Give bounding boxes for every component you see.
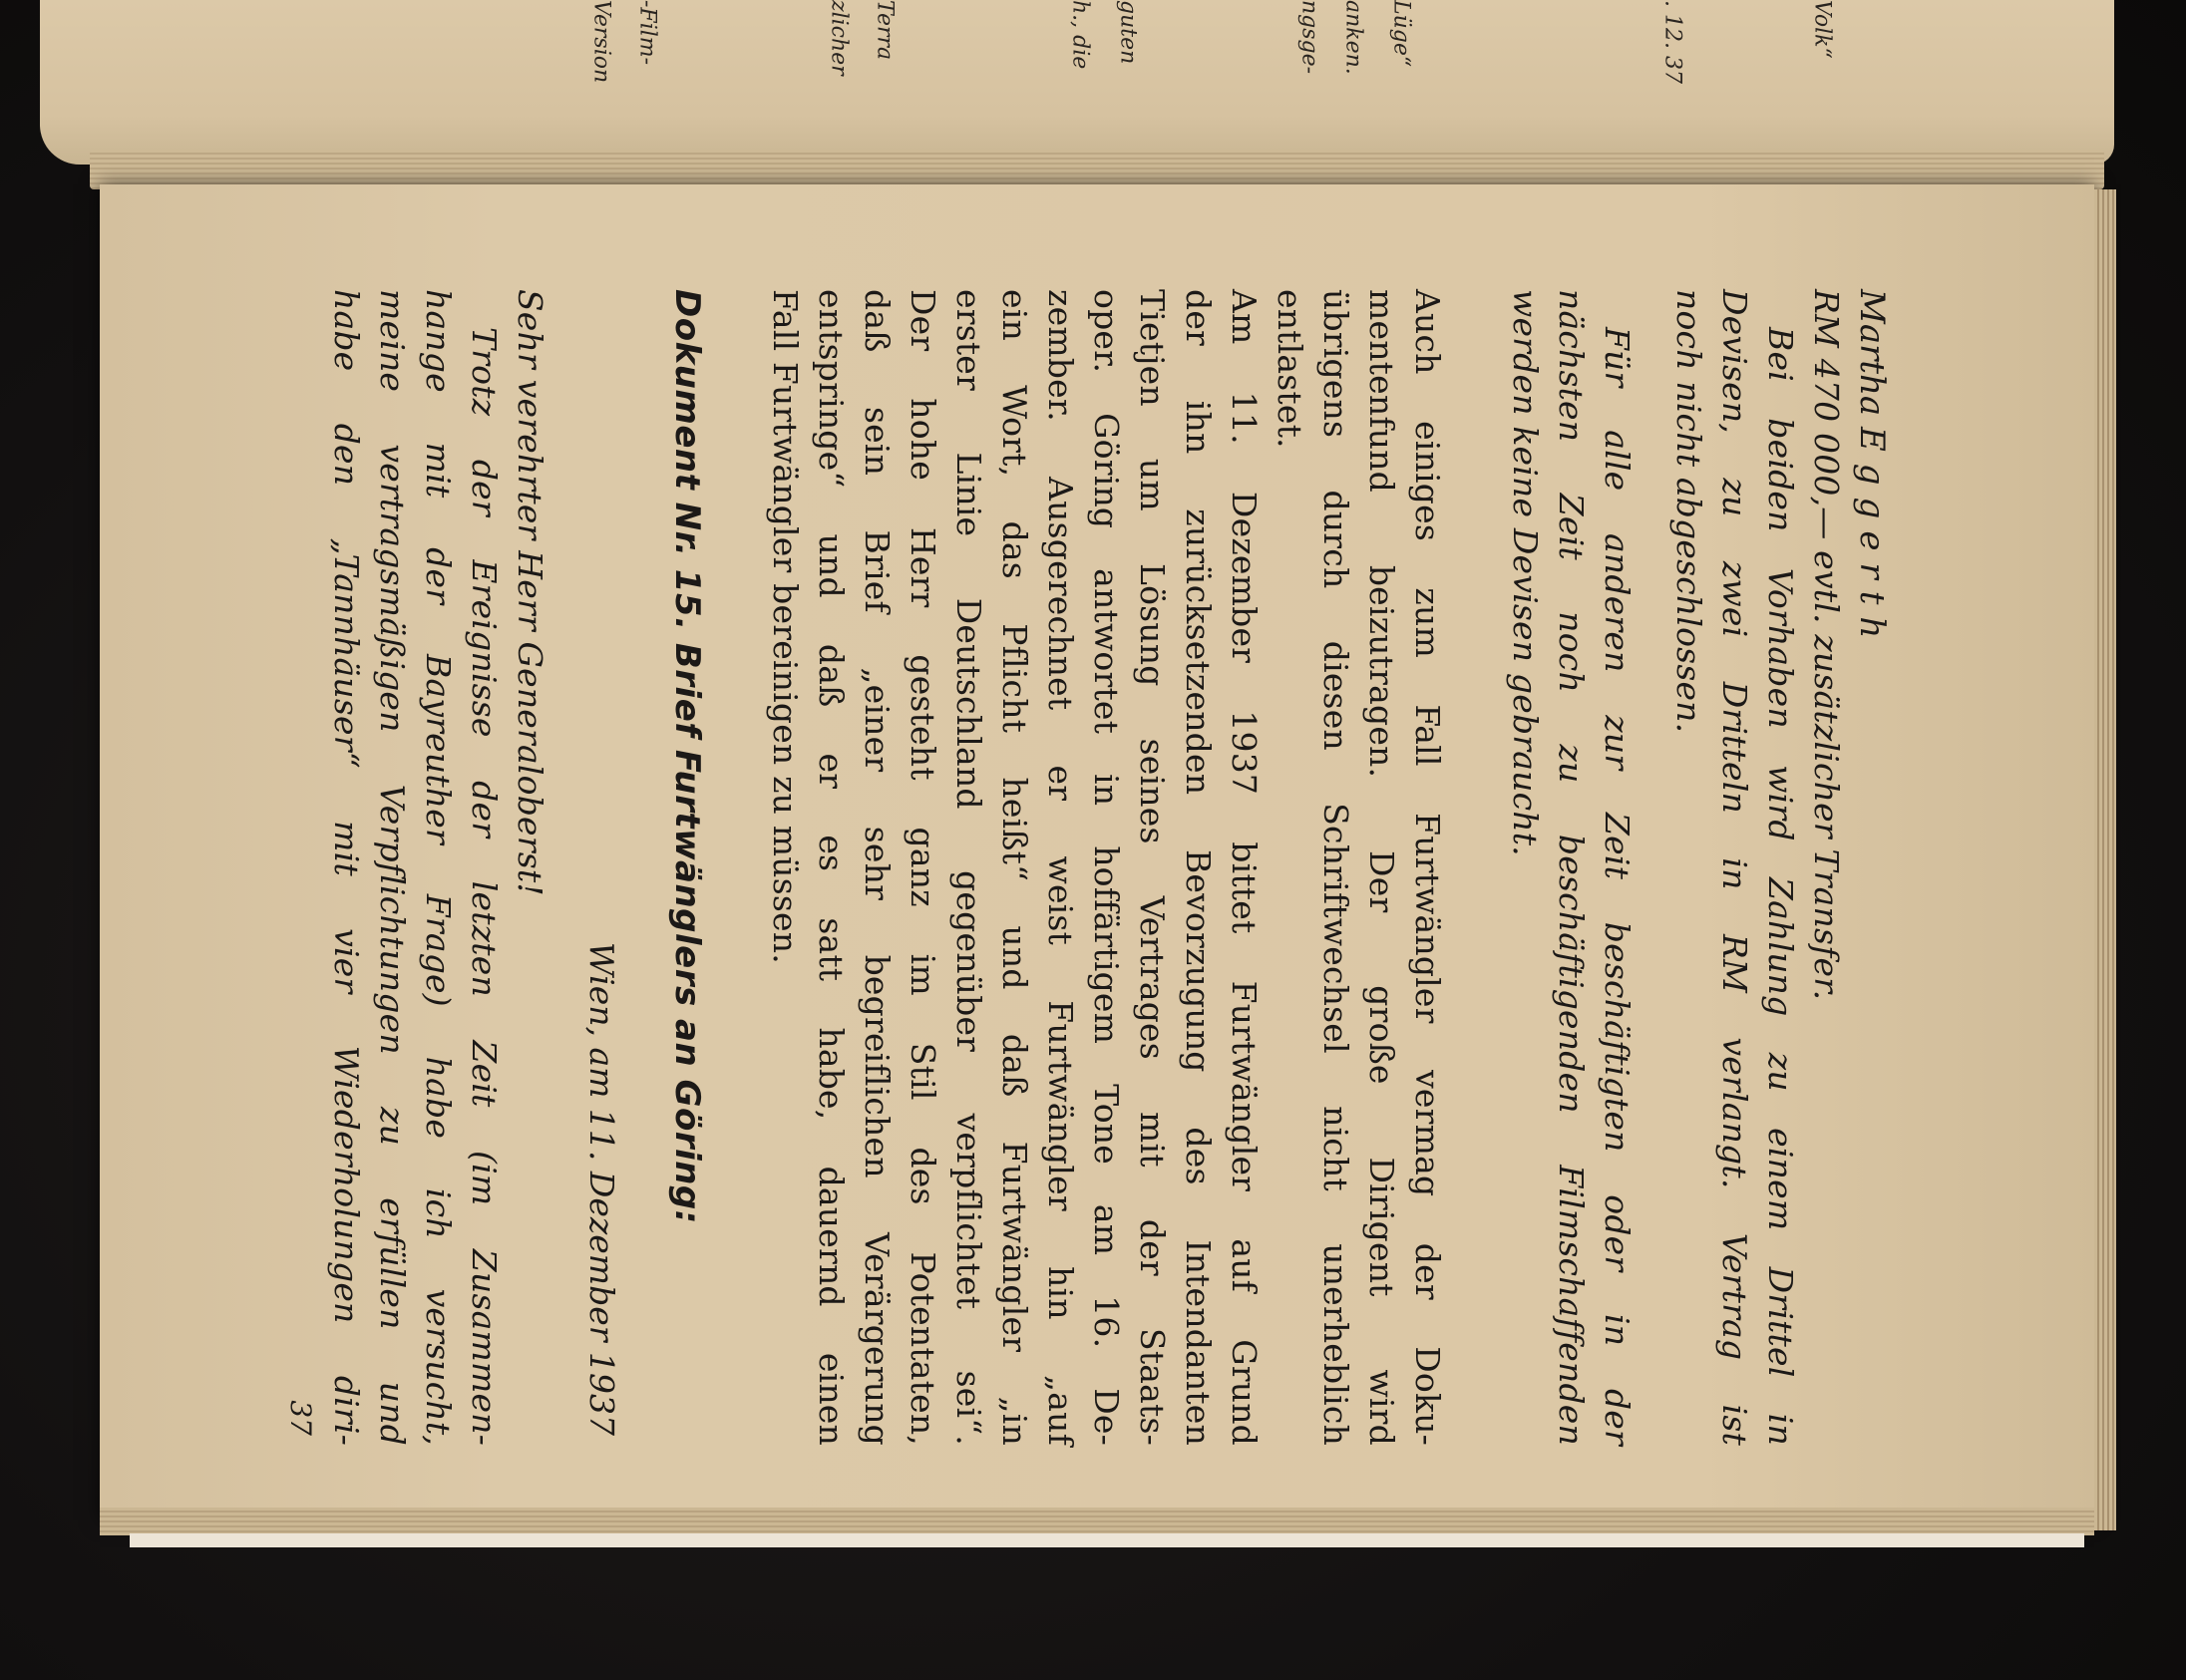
text-line: nächsten Zeit noch zu beschäftigenden Filmschaffenden (1552, 289, 1591, 1446)
text-line: Auch einiges zum Fall Furtwängler vermag der Doku- (1408, 289, 1447, 1446)
letter-salutation: Sehr verehrter Herr Generaloberst! (511, 289, 549, 896)
upper-page-edge (90, 150, 2104, 189)
text-line: ein Wort, das Pflicht heißt“ und daß Furtwängler „in (995, 289, 1034, 1446)
text-line: Fall Furtwängler bereinigen zu müssen. (766, 289, 805, 964)
text-line: mentenfund beizutragen. Der große Dirigent wird (1362, 289, 1401, 1446)
text-line: Trotz der Ereignisse der letzten Zeit (im Zusammen- (465, 327, 504, 1446)
page-number: 37 (284, 1400, 317, 1436)
text-line: Am 11. Dezember 1937 bittet Furtwängler auf Grund (1225, 289, 1264, 1446)
text-line: habe den „Tannhäuser“ mit vier Wiederholungen diri- (327, 289, 366, 1446)
margin-fragment: -Film- (634, 0, 660, 66)
text-line: oper. Göring antwortet in hoffärtigem Tone am 16. De- (1087, 289, 1126, 1446)
text-line: zember. Ausgerechnet er weist Furtwängler hin „auf (1041, 289, 1080, 1446)
signature: Martha Eggerth (1852, 289, 1892, 651)
text-line: noch nicht abgeschlossen. (1669, 289, 1708, 734)
letter-dateline: Wien, am 11. Dezember 1937 (582, 941, 621, 1436)
text-line: hange mit der Bayreuther Frage) habe ich versucht, (419, 289, 458, 1446)
page-white-edge (130, 1533, 2084, 1547)
text-line: erster Linie Deutschland gegenüber verpflichtet sei“. (949, 289, 988, 1446)
upper-page (40, 0, 2114, 165)
text-line: Bei beiden Vorhaben wird Zahlung zu einem Drittel in (1761, 327, 1800, 1446)
margin-fragment: zlicher (826, 0, 852, 76)
margin-fragment: ngsge- (1296, 0, 1322, 75)
text-line: daß sein Brief „einer sehr begreiflichen Verärgerung (858, 289, 897, 1446)
margin-fragment: Volk“ (1809, 0, 1835, 59)
margin-fragment: . 12. 37 (1659, 0, 1685, 84)
text-line: der ihn zurücksetzenden Bevorzugung des Intendanten (1179, 289, 1218, 1446)
text-line: meine vertragsmäßigen Verpflichtungen zu erfüllen und (373, 289, 412, 1446)
paragraph-letter (323, 289, 507, 1446)
text-line: Devisen, zu zwei Dritteln in RM verlangt. Vertrag ist (1715, 289, 1754, 1446)
margin-fragment: h., die (1067, 0, 1093, 70)
text-line: entspringe“ und daß er es satt habe, dauernd einen (812, 289, 851, 1446)
text-line: Der hohe Herr gesteht ganz im Stil des Potentaten, (904, 289, 942, 1446)
margin-fragment: guten (1115, 0, 1141, 65)
text-line: werden keine Devisen gebraucht. (1506, 289, 1545, 856)
text-line: entlastet. (1271, 289, 1309, 449)
text-line: Tietjen um Lösung seines Vertrages mit der Staats- (1133, 289, 1172, 1446)
paragraph-december (762, 289, 1267, 1446)
page-stack-edge (2094, 189, 2116, 1530)
margin-fragment: Version (588, 0, 614, 84)
paragraph-transfer (1665, 289, 1849, 1446)
text-line: übrigens durch diesen Schriftwechsel nicht unerheblich (1316, 289, 1355, 1446)
page-text (284, 289, 1895, 1446)
text-line: RM 470 000,— evtl. zusätzlicher Transfer. (1807, 289, 1846, 1001)
margin-fragment: Terra (872, 0, 898, 61)
margin-fragment: anken. (1340, 0, 1366, 75)
margin-fragment: Lüge“ (1388, 0, 1414, 68)
page-stack-bottom (100, 1508, 2094, 1535)
paragraph-devisen (1502, 289, 1640, 1446)
paragraph-furtwaengler-intro (1267, 289, 1450, 1446)
document-heading: Dokument Nr. 15. Brief Furtwänglers an Göring: (667, 289, 707, 1224)
text-line: Für alle anderen zur Zeit beschäftigten oder in der (1598, 327, 1637, 1446)
